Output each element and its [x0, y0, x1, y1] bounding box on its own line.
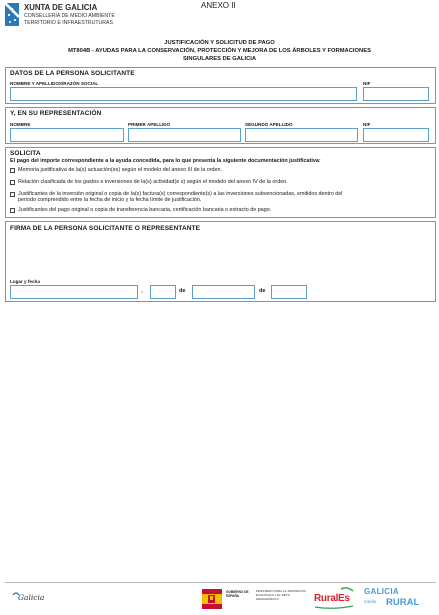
spain-coat-of-arms-icon — [202, 589, 222, 609]
dept-line-1: CONSELLERÍA DE MEDIO AMBIENTE — [24, 13, 115, 19]
xunta-logo — [5, 3, 19, 26]
rep-surname2-input[interactable] — [245, 128, 358, 142]
rep-nif-label: NIF — [363, 122, 371, 127]
signature-title: FIRMA DE LA PERSONA SOLICITANTE O REPRESENTANTE — [10, 225, 201, 232]
rurales-logo — [313, 587, 358, 609]
annex-label: ANEXO II — [201, 1, 236, 10]
galicia-rural-top: GALICIA — [364, 587, 399, 596]
rep-nif-input[interactable] — [363, 128, 429, 142]
rep-name-input[interactable] — [10, 128, 124, 142]
de-separator-1: de — [179, 288, 186, 294]
request-item-1: Memoria justificativa de la(s) actuación(es) según el modelo del anexo III de la orden. — [18, 167, 223, 173]
dept-line-2: TERRITORIO E INFRAESTRUTURAS — [24, 20, 113, 26]
request-item-4: Justificantes del pago original o copia de transferencia bancaria, certificación bancaria o extracto de pago. — [18, 207, 272, 213]
de-separator-2: de — [259, 288, 266, 294]
request-checkbox-2[interactable] — [10, 180, 15, 185]
request-checkbox-1[interactable] — [10, 168, 15, 173]
galicia-logo-text: Galicia — [18, 593, 45, 602]
request-intro: El pago del importe correspondiente a la ayuda concedida, para lo que presenta la siguiente documentación justificativa: — [10, 158, 321, 164]
galicia-rural-bottom: RURAL — [386, 597, 420, 608]
signature-section — [5, 221, 436, 302]
request-title: SOLICITA — [10, 150, 41, 157]
comma-separator: , — [141, 287, 143, 294]
request-item-2: Relación clasificada de los gastos e inversiones de la(s) actividad(e s) según el modelo del anexo IV de la orden. — [18, 179, 288, 185]
rep-surname1-label: PRIMER APELLIDO — [128, 122, 171, 127]
rurales-logo-text: RuralEs — [314, 593, 350, 604]
galicia-rural-mid: medio — [364, 599, 377, 604]
org-name: XUNTA DE GALICIA — [24, 3, 98, 12]
year-input[interactable] — [271, 285, 307, 299]
request-checkbox-3[interactable] — [10, 192, 15, 197]
request-checkbox-4[interactable] — [10, 208, 15, 213]
applicant-nif-label: NIF — [363, 81, 371, 86]
applicant-nif-input[interactable] — [363, 87, 429, 101]
month-input[interactable] — [192, 285, 255, 299]
place-input[interactable] — [10, 285, 138, 299]
spain-gov-text: GOBIERNO DE ESPAÑA — [226, 590, 249, 598]
doc-title-line-2: MT804B - AYUDAS PARA LA CONSERVACIÓN, PROTECCIÓN Y MEJORA DE LOS ÁRBOLES Y FORMACIONES — [68, 48, 371, 54]
applicant-name-input[interactable] — [10, 87, 357, 101]
rep-surname2-label: SEGUNDO APELLIDO — [245, 122, 293, 127]
request-item-3-line-2: periodo comprendido entre la fecha de inicio y la fecha límite de justificación. — [18, 197, 202, 203]
applicant-title: DATOS DE LA PERSONA SOLICITANTE — [10, 70, 135, 77]
doc-title-line-3: SINGULARES DE GALICIA — [182, 56, 257, 62]
representative-title: Y, EN SU REPRESENTACIÓN — [10, 110, 102, 117]
applicant-section — [5, 67, 436, 104]
galicia-rural-logo — [364, 587, 434, 611]
request-item-3-line-1: Justificantes de la inversión original o copia de la(s) factura(s) correspondiente(s) a las inversiones subvencionadas, emitidos dentro del — [18, 191, 343, 197]
rep-name-label: NOMBRE — [10, 122, 31, 127]
day-input[interactable] — [150, 285, 176, 299]
request-section — [5, 147, 436, 218]
applicant-name-label: NOMBRE Y APELLIDOS/RAZÓN SOCIAL — [10, 81, 99, 86]
representative-section — [5, 107, 436, 144]
place-date-label: Lugar y fecha — [10, 279, 40, 284]
ministry-text: MINISTERIO PARA LA TRANSICIÓN ECOLÓGICA Y EL RETO DEMOGRÁFICO — [256, 589, 306, 601]
rep-surname1-input[interactable] — [128, 128, 241, 142]
doc-title-line-1: JUSTIFICACIÓN Y SOLICITUD DE PAGO — [164, 40, 275, 46]
